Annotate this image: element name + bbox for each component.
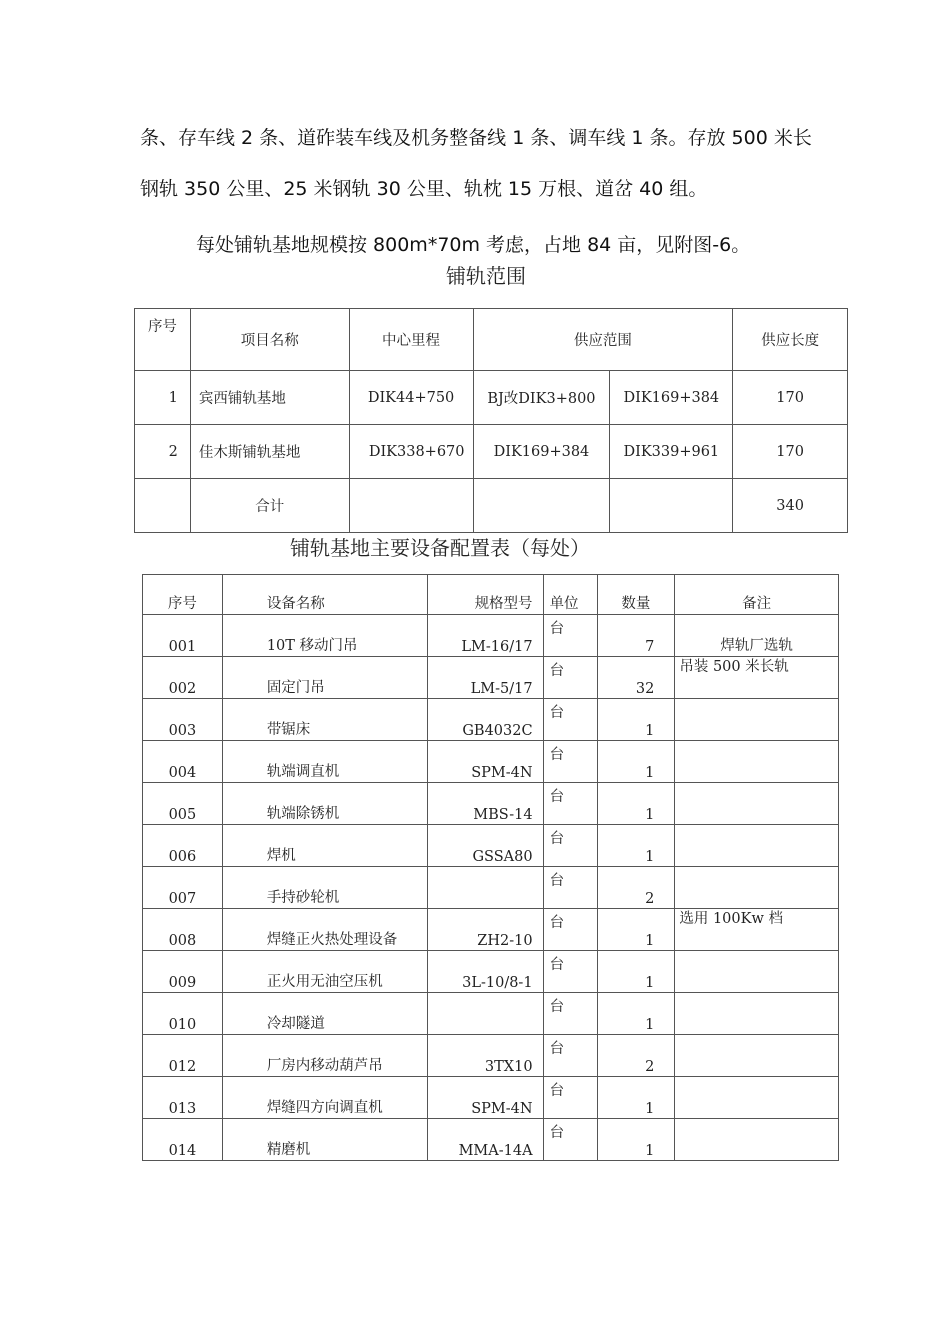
header-index: 序号 [135,309,191,371]
cell-note: 吊装 500 米长轨 [675,657,839,699]
cell-id: 008 [143,909,223,951]
cell-note [675,783,839,825]
cell-note [675,993,839,1035]
cell-qty: 1 [597,951,675,993]
cell-center [349,479,473,533]
cell-id: 001 [143,615,223,657]
cell-spec: LM-16/17 [427,615,543,657]
cell-range-from: BJ改DIK3+800 [473,371,610,425]
cell-id: 010 [143,993,223,1035]
cell-unit: 台 [543,741,597,783]
header-name: 设备名称 [222,575,427,615]
cell-unit: 台 [543,1077,597,1119]
cell-spec [427,993,543,1035]
cell-name: 固定门吊 [222,657,427,699]
cell-name: 手持砂轮机 [222,867,427,909]
cell-index [135,479,191,533]
cell-id: 003 [143,699,223,741]
cell-note [675,1035,839,1077]
cell-qty: 1 [597,783,675,825]
cell-unit: 台 [543,825,597,867]
table1-title: 铺轨范围 [446,264,526,288]
cell-name: 带锯床 [222,699,427,741]
table-total-row [135,479,848,533]
cell-name: 宾西铺轨基地 [190,371,349,425]
table-row [143,615,839,657]
cell-qty: 2 [597,1035,675,1077]
cell-name: 焊机 [222,825,427,867]
table-row [143,741,839,783]
cell-unit: 台 [543,699,597,741]
cell-range-from [473,479,610,533]
cell-range-to [610,479,733,533]
cell-id: 012 [143,1035,223,1077]
cell-note [675,741,839,783]
cell-name: 轨端调直机 [222,741,427,783]
cell-qty: 32 [597,657,675,699]
cell-note [675,699,839,741]
cell-name: 精磨机 [222,1119,427,1161]
cell-qty: 1 [597,1119,675,1161]
cell-total-length: 340 [733,479,848,533]
cell-range-to: DIK339+961 [610,425,733,479]
cell-id: 009 [143,951,223,993]
cell-unit: 台 [543,951,597,993]
header-center: 中心里程 [349,309,473,371]
cell-spec: 3TX10 [427,1035,543,1077]
equipment-config-table [142,574,839,1161]
cell-length: 170 [733,371,848,425]
cell-unit: 台 [543,993,597,1035]
cell-total-label: 合计 [190,479,349,533]
header-unit: 单位 [543,575,597,615]
table-row [143,783,839,825]
cell-unit: 台 [543,783,597,825]
cell-note [675,951,839,993]
cell-unit: 台 [543,615,597,657]
cell-id: 002 [143,657,223,699]
cell-name: 厂房内移动葫芦吊 [222,1035,427,1077]
cell-range-to: DIK169+384 [610,371,733,425]
table-row [143,1119,839,1161]
cell-qty: 2 [597,867,675,909]
cell-id: 004 [143,741,223,783]
table-header-row [143,575,839,615]
cell-name: 正火用无油空压机 [222,951,427,993]
cell-qty: 1 [597,825,675,867]
cell-name: 焊缝四方向调直机 [222,1077,427,1119]
table-row [143,657,839,699]
cell-spec: LM-5/17 [427,657,543,699]
cell-name: 焊缝正火热处理设备 [222,909,427,951]
body-paragraph-line-1: 条、存车线 2 条、道砟装车线及机务整备线 1 条、调车线 1 条。存放 500 米长 [140,127,812,149]
cell-note [675,1077,839,1119]
cell-qty: 1 [597,1077,675,1119]
cell-name: 轨端除锈机 [222,783,427,825]
cell-qty: 7 [597,615,675,657]
cell-qty: 1 [597,699,675,741]
cell-qty: 1 [597,993,675,1035]
cell-center: DIK44+750 [349,371,473,425]
cell-unit: 台 [543,1119,597,1161]
table-row [135,425,848,479]
table-row [143,1035,839,1077]
cell-qty: 1 [597,741,675,783]
header-range: 供应范围 [473,309,733,371]
cell-spec: MMA-14A [427,1119,543,1161]
cell-name: 冷却隧道 [222,993,427,1035]
cell-name: 佳木斯铺轨基地 [190,425,349,479]
cell-unit: 台 [543,1035,597,1077]
body-paragraph-line-3: 每处铺轨基地规模按 800m*70m 考虑，占地 84 亩，见附图-6。 [196,234,751,256]
table-row [143,825,839,867]
cell-spec: MBS-14 [427,783,543,825]
body-paragraph-line-2: 钢轨 350 公里、25 米钢轨 30 公里、轨枕 15 万根、道岔 40 组。 [140,178,708,200]
header-spec: 规格型号 [427,575,543,615]
track-laying-range-table [134,308,848,533]
cell-length: 170 [733,425,848,479]
table-row [143,951,839,993]
header-note: 备注 [675,575,839,615]
cell-unit: 台 [543,867,597,909]
cell-name: 10T 移动门吊 [222,615,427,657]
cell-index: 2 [135,425,191,479]
cell-range-from: DIK169+384 [473,425,610,479]
cell-qty: 1 [597,909,675,951]
table2-title: 铺轨基地主要设备配置表（每处） [290,536,590,560]
cell-note: 焊轨厂选轨 [675,615,839,657]
table-row [135,371,848,425]
cell-id: 005 [143,783,223,825]
header-name: 项目名称 [190,309,349,371]
header-length: 供应长度 [733,309,848,371]
cell-spec: SPM-4N [427,741,543,783]
cell-spec: GSSA80 [427,825,543,867]
cell-unit: 台 [543,657,597,699]
cell-index: 1 [135,371,191,425]
cell-center: DIK338+670 [349,425,473,479]
table-header-row [135,309,848,371]
cell-note: 选用 100Kw 档 [675,909,839,951]
cell-note [675,867,839,909]
cell-id: 014 [143,1119,223,1161]
table-row [143,993,839,1035]
cell-id: 007 [143,867,223,909]
cell-spec: GB4032C [427,699,543,741]
cell-spec [427,867,543,909]
cell-id: 006 [143,825,223,867]
cell-unit: 台 [543,909,597,951]
header-qty: 数量 [597,575,675,615]
cell-id: 013 [143,1077,223,1119]
cell-spec: SPM-4N [427,1077,543,1119]
table-row [143,699,839,741]
cell-spec: 3L-10/8-1 [427,951,543,993]
table-row [143,867,839,909]
table-row [143,1077,839,1119]
cell-note [675,1119,839,1161]
cell-spec: ZH2-10 [427,909,543,951]
table-row [143,909,839,951]
header-id: 序号 [143,575,223,615]
cell-note [675,825,839,867]
